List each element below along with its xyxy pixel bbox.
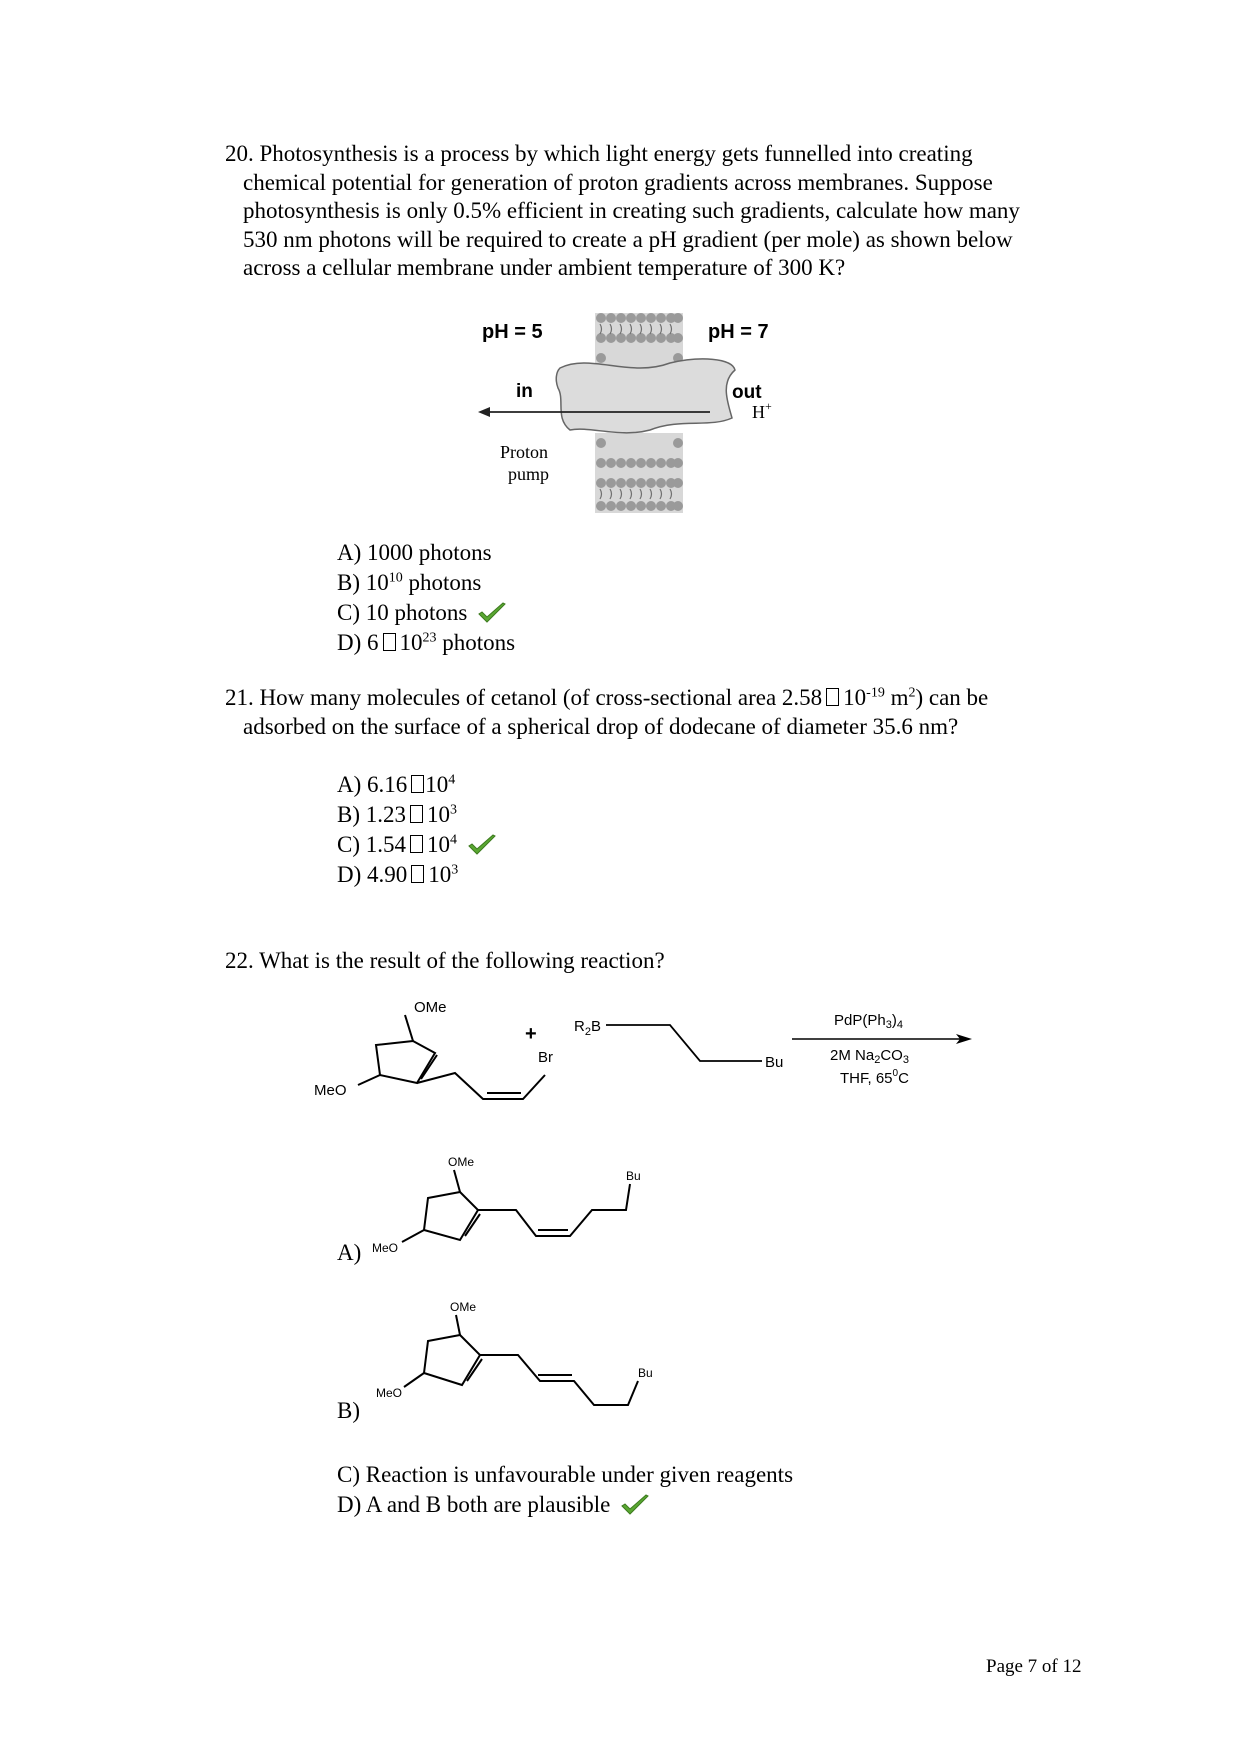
bu-label: Bu bbox=[638, 1366, 653, 1380]
ome-label: OMe bbox=[414, 999, 447, 1016]
missing-glyph-box bbox=[411, 775, 424, 793]
option-c[interactable]: C) 10 photons bbox=[337, 598, 515, 628]
pump-label-2: pump bbox=[508, 464, 550, 484]
q22-option-a-label[interactable]: A) bbox=[337, 1240, 362, 1265]
check-mark-icon bbox=[477, 602, 507, 624]
question-22 bbox=[225, 947, 1105, 976]
q21-options bbox=[337, 770, 497, 890]
option-a[interactable]: A) 1000 photons bbox=[337, 540, 492, 565]
question-text-line: What is the result of the following reaction? bbox=[259, 948, 665, 973]
catalyst-label: $PdP(Ph_3)_4$ bbox=[834, 1012, 903, 1031]
question-text-line: 530 nm photons will be required to create a pH gradient (per mole) as shown below bbox=[243, 226, 1013, 252]
option-c[interactable]: C) Reaction is unfavourable under given reagents bbox=[337, 1462, 794, 1487]
missing-glyph-box bbox=[383, 633, 396, 651]
question-number: 20. bbox=[225, 141, 254, 166]
option-b[interactable]: B) 1.23 $10^3$ bbox=[337, 802, 457, 827]
question-number: 21. bbox=[225, 685, 254, 710]
question-text-line: across a cellular membrane under ambient temperature of 300 K? bbox=[243, 255, 846, 280]
missing-glyph-box bbox=[826, 688, 839, 706]
proton-label: H+ bbox=[752, 399, 772, 422]
br-label: Br bbox=[538, 1049, 553, 1066]
q20-options bbox=[337, 538, 515, 658]
proton-pump-figure bbox=[470, 308, 810, 518]
borane-chain bbox=[606, 1025, 762, 1061]
missing-glyph-box bbox=[410, 805, 423, 823]
meo-label: MeO bbox=[314, 1082, 347, 1099]
ph-out-label: pH = 7 bbox=[708, 321, 769, 343]
question-number: 22. bbox=[225, 948, 254, 973]
missing-glyph-box bbox=[410, 835, 423, 853]
pump-protein bbox=[556, 359, 735, 433]
option-c[interactable]: C) 1.54 $10^4$ bbox=[337, 830, 497, 860]
bu-label: Bu bbox=[765, 1054, 784, 1071]
check-mark-icon bbox=[620, 1494, 650, 1516]
plus-label: + bbox=[525, 1023, 537, 1045]
option-b-structure bbox=[370, 1295, 670, 1425]
reactant-cyclopentene bbox=[358, 1015, 545, 1099]
meo-label: MeO bbox=[376, 1386, 403, 1400]
r2b-label: $R_2B$ bbox=[574, 1018, 601, 1038]
ome-label: OMe bbox=[450, 1300, 477, 1314]
question-text-line: chemical potential for generation of proton gradients across membranes. Suppose bbox=[243, 169, 993, 195]
ph-in-label: pH = 5 bbox=[482, 321, 543, 343]
q22-options-cd bbox=[337, 1460, 793, 1520]
check-mark-icon bbox=[467, 834, 497, 856]
meo-label: MeO bbox=[372, 1241, 399, 1255]
pump-label-1: Proton bbox=[500, 442, 549, 462]
page-number: Page 7 of 12 bbox=[986, 1656, 1082, 1677]
option-d[interactable]: D) 4.90 $10^3$ bbox=[337, 862, 459, 887]
missing-glyph-box bbox=[411, 865, 424, 883]
option-a[interactable]: A) 6.16 $10^4$ bbox=[337, 772, 456, 797]
arrow-head-icon bbox=[478, 407, 490, 417]
bu-label: Bu bbox=[626, 1169, 641, 1183]
reaction-scheme bbox=[300, 995, 980, 1105]
option-d[interactable]: D) 6 $10^{23}$ photons bbox=[337, 630, 516, 655]
question-21: 21. How many molecules of cetanol (of cross-sectional area 2.58 $10^{-19}$ $m^2$) can be adsorbed on the surface of a spherical drop of dodecane of diameter 35.6 nm? bbox=[225, 684, 1105, 741]
question-20 bbox=[225, 140, 1105, 283]
q22-option-b-label[interactable]: B) bbox=[337, 1398, 360, 1423]
side-out-label: out bbox=[732, 382, 762, 403]
question-text-line: photosynthesis is only 0.5% efficient in creating such gradients, calculate how many bbox=[243, 198, 1020, 223]
option-d[interactable]: D) A and B both are plausible bbox=[337, 1490, 793, 1520]
membrane-lower bbox=[595, 433, 683, 513]
base-label: 2M $Na_2CO_3$ bbox=[830, 1047, 909, 1066]
option-b[interactable]: B) $10^{10}$ photons bbox=[337, 570, 482, 595]
ome-label: OMe bbox=[448, 1155, 475, 1169]
question-text-line: adsorbed on the surface of a spherical drop of dodecane of diameter 35.6 nm? bbox=[243, 713, 959, 739]
option-a-structure bbox=[370, 1150, 670, 1270]
solvent-label: THF, $65^0C$ bbox=[840, 1068, 909, 1087]
question-text-line: Photosynthesis is a process by which light energy gets funnelled into creating bbox=[259, 141, 973, 166]
side-in-label: in bbox=[516, 381, 533, 402]
